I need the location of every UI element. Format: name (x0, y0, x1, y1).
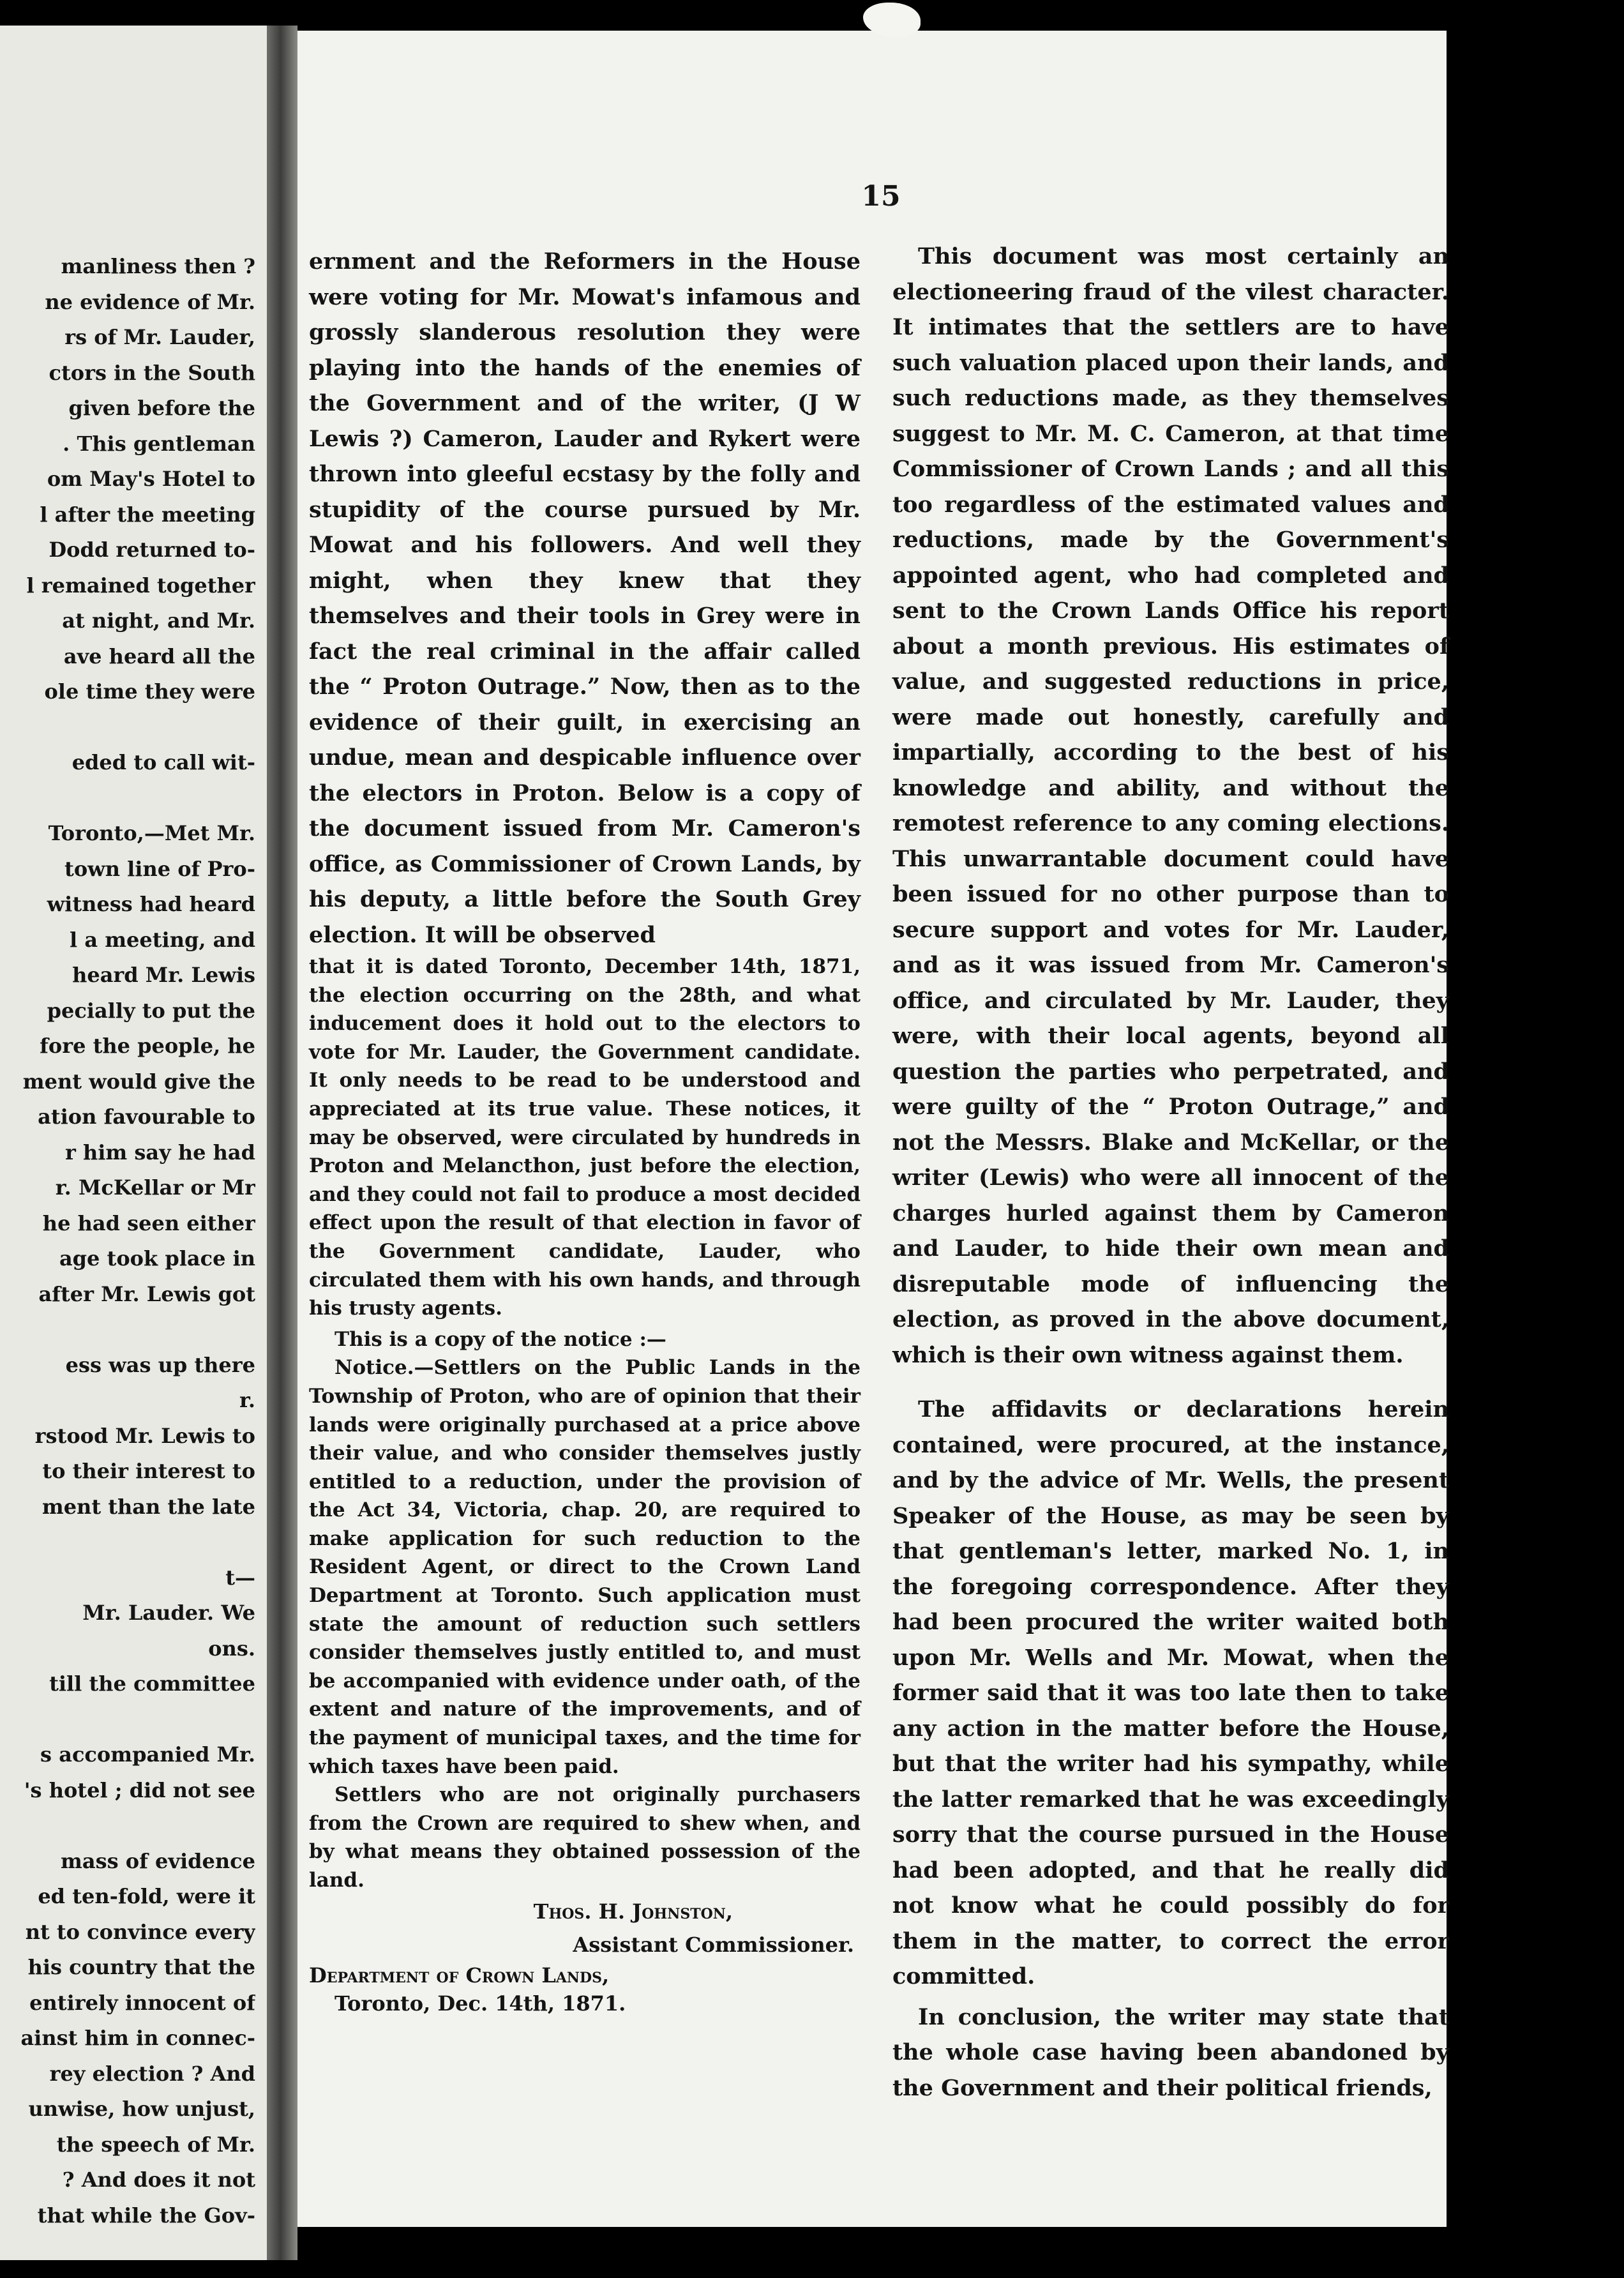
fragment-line: given before the (68, 396, 255, 420)
fragment-line: the speech of Mr. (56, 2132, 255, 2157)
date-line: Toronto, Dec. 14th, 1871. (335, 1991, 626, 2016)
fragment-line: l remained together (26, 573, 255, 598)
middle-paragraph-1: ernment and the Reformers in the House were voting for Mr. Mowat's infamous and grossly slanderous resolution they were playing into the hands of the enemies of the Government and of the writer, (J W Lewis ?) Cameron, Lauder and Rykert were thrown into gleeful ecstasy by the folly and stupidity of the course pursued by Mr. Mowat and his followers. And well they might, when they knew that they themselves and their tools in Grey were in fact the real criminal in the affair called the “ Proton Outrage.” Now, then as to the evidence of their guilt, in exercising an undue, mean and despicable influence over the electors in Proton. Below is a copy of the document issued from Mr. Cameron's office, as Commissioner of Crown Lands, by his deputy, a little before the South Grey election. It will be observed (309, 248, 861, 948)
page-number: 15 (861, 180, 901, 213)
fragment-line: ment than the late (41, 1494, 255, 1519)
fragment-line: ess was up there (65, 1352, 255, 1377)
fragment-line: ave heard all the (63, 644, 255, 668)
fragment-line: 's hotel ; did not see (24, 1777, 255, 1802)
fragment-line: r. McKellar or Mr (55, 1175, 255, 1200)
book-gutter (267, 26, 297, 2260)
middle-paragraph-2: that it is dated Toronto, December 14th, 1871, the election occurring on the 28th, and what inducement does it hold out to the electors to vote for Mr. Lauder, the Government candidate. It only needs to be read to be understood and appreciated at its true value. These notices, it may be observed, were circulated by hundreds in Proton and Melancthon, just before the election, and they could not fail to produce a most decided effect upon the result of that election in favor of the Government candidate, Lauder, who circulated them with his own hands, and through his trusty agents. (309, 955, 861, 1320)
fragment-line: s accompanied Mr. (40, 1742, 255, 1767)
right-column (892, 239, 1449, 2106)
fragment-line: after Mr. Lewis got (38, 1281, 255, 1306)
fragment-line: unwise, how unjust, (28, 2097, 255, 2121)
fragment-line: rey election ? And (49, 2061, 255, 2086)
fragment-line: rstood Mr. Lewis to (34, 1423, 255, 1448)
fragment-line: heard Mr. Lewis (72, 963, 255, 987)
left-page-text-fragment (0, 249, 255, 2233)
fragment-line: his country that the (27, 1955, 255, 1979)
fragment-line: that while the Gov- (37, 2203, 255, 2228)
fragment-line: witness had heard (47, 892, 255, 916)
fragment-line: town line of Pro- (64, 856, 255, 881)
fragment-line: ation favourable to (38, 1105, 255, 1129)
fragment-line: ment would give the (22, 1069, 255, 1094)
fragment-line: rs of Mr. Lauder, (64, 325, 255, 349)
fragment-line: mass of evidence (61, 1848, 255, 1873)
fragment-line: ons. (208, 1636, 255, 1661)
fragment-line: ctors in the South (49, 360, 255, 385)
fragment-line (0, 1525, 255, 1560)
right-paragraph-3: In conclusion, the writer may state that the whole case having been abandoned by the Government and their political friends, (892, 2003, 1449, 2101)
fragment-line (0, 710, 255, 746)
fragment-line: Toronto,—Met Mr. (48, 821, 255, 845)
right-paragraph-2: The affidavits or declarations herein contained, were procured, at the instance, and by the advice of Mr. Wells, the present Speaker of the House, as may be seen by that gentleman's letter, marked No. 1, in the foregoing correspondence. After they had been procured the writer waited both upon Mr. Wells and Mr. Mowat, when the former said that it was too late then to take any action in the matter before the House, but that the writer had his sympathy, while the latter remarked that he was exceedingly sorry that the course pursued in the House had been adopted, and that he really did not know what he could possibly do for them in the matter, to correct the error committed. (892, 1396, 1449, 1989)
fragment-line: om May's Hotel to (47, 467, 255, 491)
fragment-line: eded to call wit- (71, 750, 255, 774)
right-paragraph-1: This document was most certainly an electioneering fraud of the vilest character. It intimates that the settlers are to have such valuation placed upon their lands, and such reductions made, as they themselves suggest to Mr. M. C. Cameron, at that time Commissioner of Crown Lands ; and all this too regardless of the estimated values and reductions, made by the Government's appointed agent, who had completed and sent to the Crown Lands Office his report about a month previous. His estimates of value, and suggested reductions in price, were made out honestly, carefully and impartially, according to the best of his knowledge and ability, and without the remotest reference to any coming elections. This unwarrantable document could have been issued for no other purpose than to secure support and votes for Mr. Lauder, and as it was issued from Mr. Cameron's office, and circulated by Mr. Lauder, they were, with their local agents, beyond all question the parties who perpetrated, and were guilty of the “ Proton Outrage,” and not the Messrs. Blake and McKellar, or the writer (Lewis) who were all innocent of the charges hurled against them by Cameron and Lauder, to hide their own mean and disreputable mode of influencing the election, as proved in the above document, which is their own witness against them. (892, 243, 1449, 1368)
department-line: Department of Crown Lands, (309, 1963, 610, 1988)
fragment-line: pecially to put the (47, 998, 255, 1023)
fragment-line: to their interest to (42, 1459, 255, 1483)
fragment-line: l a meeting, and (70, 927, 255, 952)
notice-intro: This is a copy of the notice :— (335, 1327, 666, 1351)
fragment-line: l after the meeting (40, 502, 255, 527)
middle-column (309, 244, 861, 2018)
notice-text: Notice.—Settlers on the Public Lands in the Township of Proton, who are of opinion that their lands were originally purchased at a price above their value, and who consider themselves justly entitled to a reduction, under the provision of the Act 34, Victoria, chap. 20, are required to make application for such reduction to the Resident Agent, or direct to the Crown Land Department at Toronto. Such application must state the amount of reduction such settlers consider themselves justly entitled to, and must be accompanied with evidence under oath, of the extent and nature of the improvements, and of the payment of municipal taxes, and the time for which taxes have been paid. (309, 1356, 861, 1778)
fragment-line: manliness then ? (61, 254, 255, 278)
fragment-line: at night, and Mr. (62, 608, 255, 633)
signature-name: Thos. H. Johnston, (533, 1899, 733, 1924)
fragment-line (0, 1702, 255, 1738)
fragment-line: Dodd returned to- (49, 538, 255, 562)
fragment-line: fore the people, he (40, 1034, 255, 1058)
fragment-line: r him say he had (64, 1140, 255, 1165)
fragment-line: ne evidence of Mr. (45, 289, 255, 314)
fragment-line: nt to convince every (25, 1919, 255, 1944)
fragment-line (0, 1808, 255, 1844)
fragment-line: age took place in (59, 1246, 255, 1271)
fragment-line: ainst him in connec- (20, 2026, 255, 2050)
fragment-line: ed ten-fold, were it (38, 1884, 255, 1908)
fragment-line: ? And does it not (62, 2168, 255, 2192)
fragment-line: till the committee (49, 1671, 255, 1696)
fragment-line: t— (225, 1565, 255, 1590)
fragment-line: ole time they were (44, 679, 255, 704)
settlers-text: Settlers who are not originally purchasers from the Crown are required to shew when, and by what means they obtained possession of the land. (309, 1783, 861, 1892)
fragment-line: entirely innocent of (29, 1990, 255, 2015)
fragment-line (0, 781, 255, 817)
fragment-line (0, 1312, 255, 1348)
fragment-line: . This gentleman (63, 431, 255, 456)
fragment-line: r. (239, 1388, 255, 1412)
fragment-line: he had seen either (42, 1211, 255, 1235)
fragment-line: Mr. Lauder. We (82, 1601, 255, 1625)
signature-title: Assistant Commissioner. (573, 1932, 854, 1957)
